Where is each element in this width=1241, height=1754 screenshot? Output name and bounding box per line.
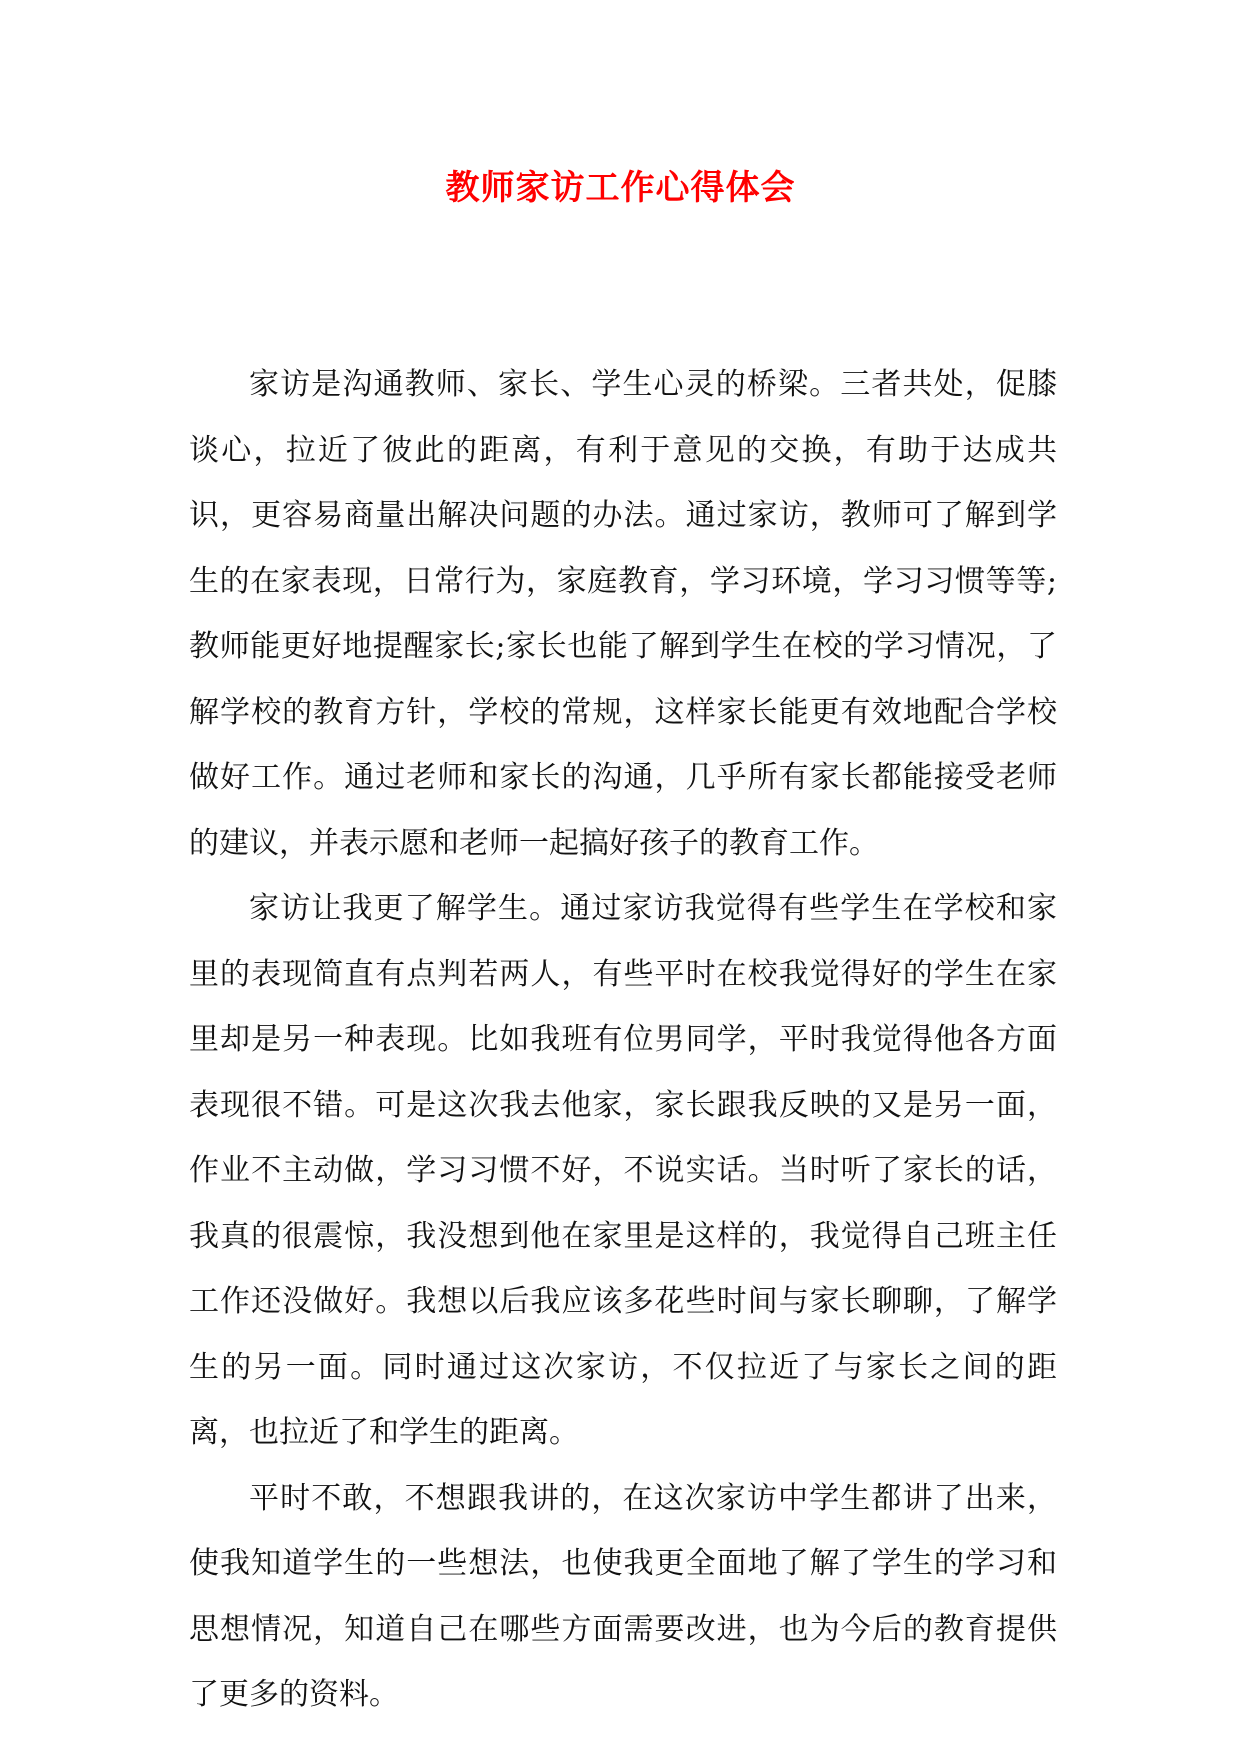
document-title: 教师家访工作心得体会 [445, 168, 796, 208]
document-body [189, 352, 1057, 1728]
paragraph-3: 平时不敢，不想跟我讲的，在这次家访中学生都讲了出来，使我知道学生的一些想法，也使我更全面地了解了学生的学习和思想情况，知道自己在哪些方面需要改进，也为今后的教育提供了更多的资料。 [189, 1480, 1057, 1712]
paragraph-2: 家访让我更了解学生。通过家访我觉得有些学生在学校和家里的表现简直有点判若两人，有些平时在校我觉得好的学生在家里却是另一种表现。比如我班有位男同学，平时我觉得他各方面表现很不错。可是这次我去他家，家长跟我反映的又是另一面，作业不主动做，学习习惯不好，不说实话。当时听了家长的话，我真的很震惊，我没想到他在家里是这样的，我觉得自己班主任工作还没做好。我想以后我应该多花些时间与家长聊聊，了解学生的另一面。同时通过这次家访，不仅拉近了与家长之间的距离，也拉近了和学生的距离。 [189, 891, 1057, 1450]
paragraph-1: 家访是沟通教师、家长、学生心灵的桥梁。三者共处，促膝谈心，拉近了彼此的距离，有利于意见的交换，有助于达成共识，更容易商量出解决问题的办法。通过家访，教师可了解到学生的在家表现，日常行为，家庭教育，学习环境，学习习惯等等;教师能更好地提醒家长;家长也能了解到学生在校的学习情况，了解学校的教育方针，学校的常规，这样家长能更有效地配合学校做好工作。通过老师和家长的沟通，几乎所有家长都能接受老师的建议，并表示愿和老师一起搞好孩子的教育工作。 [189, 367, 1057, 861]
